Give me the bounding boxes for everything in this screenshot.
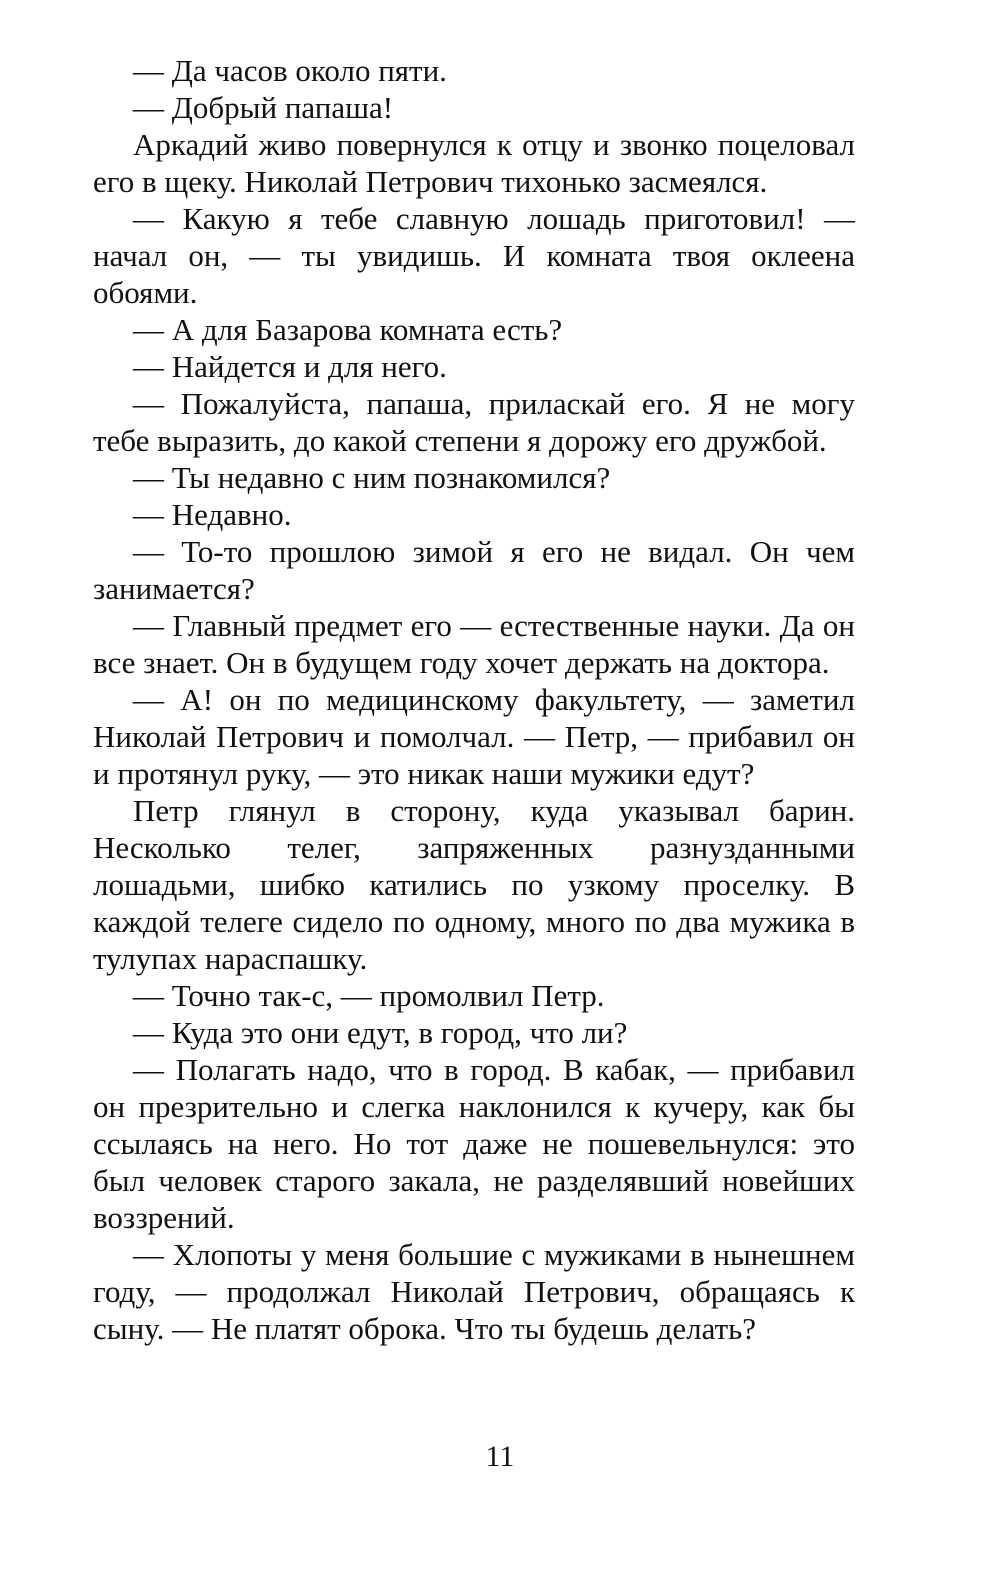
paragraph-2: — Добрый папаша! [133,90,394,125]
paragraph-11: — Главный предмет его — естественные науки. Да он все знает. Он в будущем году хочет держать на доктора. [93,608,855,680]
paragraph-13: Петр глянул в сторону, куда указывал барин. Несколько телег, запряженных разнузданными лошадьми, шибко катились по узкому проселку. В каждой телеге сидело по одному, много по два мужика в тулупах нараспашку. [93,793,855,976]
paragraph-8: — Ты недавно с ним познакомился? [133,460,611,495]
paragraph-9: — Недавно. [133,497,292,532]
paragraph-7: — Пожалуйста, папаша, приласкай его. Я не могу тебе выразить, до какой степени я дорожу его дружбой. [93,386,855,458]
paragraph-3: Аркадий живо повернулся к отцу и звонко поцеловал его в щеку. Николай Петрович тихонько засмеялся. [93,127,855,199]
body-text [93,52,855,1347]
paragraph-5: — А для Базарова комната есть? [133,312,563,347]
paragraph-6: — Найдется и для него. [133,349,447,384]
paragraph-14: — Точно так-с, — промолвил Петр. [133,978,605,1013]
paragraph-16: — Полагать надо, что в город. В кабак, — прибавил он презрительно и слегка наклонился к кучеру, как бы ссылаясь на него. Но тот даже не пошевельнулся: это был человек старого закала, не разделявший новейших воззрений. [93,1052,855,1235]
paragraph-1: — Да часов около пяти. [133,53,447,88]
page-number: 11 [485,1440,515,1473]
paragraph-4: — Какую я тебе славную лошадь приготовил! — начал он, — ты увидишь. И комната твоя оклеена обоями. [93,201,855,310]
paragraph-15: — Куда это они едут, в город, что ли? [133,1015,628,1050]
paragraph-17: — Хлопоты у меня большие с мужиками в нынешнем году, — продолжал Николай Петрович, обращаясь к сыну. — Не платят оброка. Что ты будешь делать? [93,1237,855,1346]
paragraph-10: — То-то прошлою зимой я его не видал. Он чем занимается? [93,534,855,606]
paragraph-12: — А! он по медицинскому факультету, — заметил Николай Петрович и помолчал. — Петр, — прибавил он и протянул руку, — это никак наши мужики едут? [93,682,855,791]
